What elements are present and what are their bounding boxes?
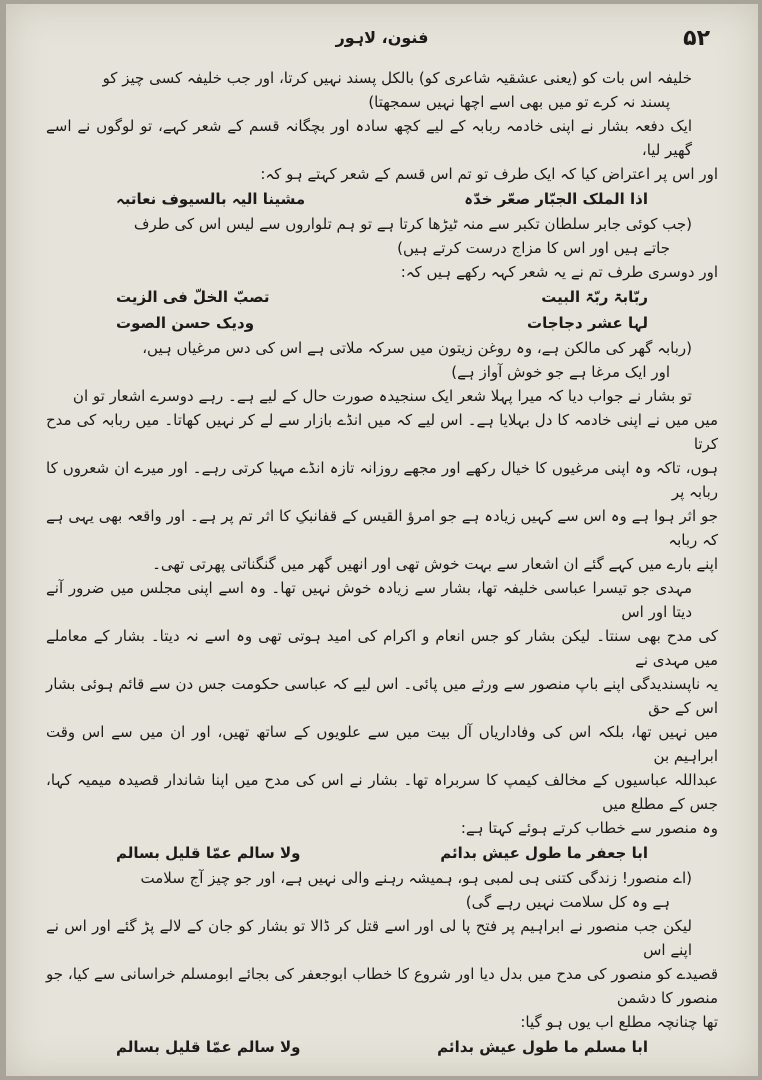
book-page: [6, 4, 758, 1076]
verse-hemistich: ولا سالم عمّا قلیل بسالم: [116, 844, 301, 862]
paragraph-line: میں نہیں تھا، بلکہ اس کی وفاداریاں آل بیت میں سے علویوں کے ساتھ تھیں، اور ان میں سے اس وقت ابراہیم بن: [46, 723, 718, 765]
page-header: [6, 26, 758, 58]
paragraph-line: کی مدح بھی سنتا۔ لیکن بشار کو جس انعام و اکرام کی امید ہوتی تھی وہ اسے نہ دیتا۔ بشار کے معاملے میں مہدی نے: [46, 627, 718, 669]
verse-hemistich: ربّابۃ ربّۃ البیت: [541, 288, 648, 306]
arabic-verse: [46, 840, 718, 866]
translation-line: ہے وہ کل سلامت نہیں رہے گی): [465, 893, 670, 911]
paragraph-line: اپنے بارے میں کہے گئے ان اشعار سے بہت خوش تھی اور انھیں گھر میں گنگناتی پھرتی تھی۔: [152, 555, 718, 573]
paragraph-line: عبداللہ عباسیوں کے مخالف کیمپ کا سربراہ تھا۔ بشار نے اس کی مدح میں اپنا شاندار قصیدہ میمیہ کہا، جس کے مطلع میں: [46, 771, 718, 813]
verse-hemistich: ابا جعفر ما طول عیش بدائم: [440, 844, 648, 862]
verse-hemistich: اذا الملک الجبّار صعّر خدّہ: [464, 190, 648, 208]
paragraph-line: ہوں، تاکہ وہ اپنی مرغیوں کا خیال رکھے اور مجھے روزانہ تازہ انڈے مہیا کرتی رہے۔ اور میرے ان شعروں کا ربابہ پر: [46, 459, 718, 501]
translation-line: جاتے ہیں اور اس کا مزاج درست کرتے ہیں): [397, 239, 670, 257]
translation-line: (ربابہ گھر کی مالکن ہے، وہ روغن زیتون میں سرکہ ملاتی ہے اس کی دس مرغیاں ہیں،: [142, 339, 692, 357]
arabic-verse: [46, 186, 718, 212]
paragraph-line: وہ منصور سے خطاب کرتے ہوئے کہتا ہے:: [460, 819, 718, 837]
paragraph-line: یہ ناپسندیدگی اپنے باپ منصور سے ورثے میں پائی۔ اس لیے کہ عباسی حکومت جس دن سے قائم ہوئی بشار اس کے حق: [46, 675, 718, 717]
verse-hemistich: مشینا الیہ بالسیوف نعاتبہ: [116, 190, 306, 208]
translation-line: (اے منصور! زندگی کتنی ہی لمبی ہو، ہمیشہ رہنے والی نہیں ہے، اور جو چیز آج سلامت: [140, 869, 692, 887]
arabic-verse: [46, 284, 718, 310]
arabic-verse: [46, 1034, 718, 1060]
verse-hemistich: تصبّ الخلّ فی الزیت: [116, 288, 270, 306]
translation-line: (جب کوئی جابر سلطان تکبر سے منہ ٹیڑھا کرتا ہے تو ہم تلواروں سے لیس اس کی طرف: [133, 215, 692, 233]
body-text: [46, 66, 718, 1060]
verse-hemistich: ودیک حسن الصوت: [116, 314, 255, 332]
paragraph-line: مہدی جو تیسرا عباسی خلیفہ تھا، بشار سے زیادہ خوش نہیں تھا۔ وہ اسے اپنی مجلس میں ضرور آنے دیتا اور اس: [46, 579, 692, 621]
paragraph-line: پسند نہ کرے تو میں بھی اسے اچھا نہیں سمجھتا): [368, 93, 670, 111]
paragraph-line: میں میں نے اپنی خادمہ کا دل بہلایا ہے۔ اس لیے کہ میں انڈے بازار سے لے کر نہیں کھاتا۔ میں ربابہ کی مدح کرتا: [46, 411, 718, 453]
paragraph-line: لیکن جب منصور نے ابراہیم پر فتح پا لی اور اسے قتل کر ڈالا تو بشار کو جان کے لالے پڑ گئے اور اس نے اپنے اس: [46, 917, 692, 959]
paragraph-line: اور دوسری طرف تم نے یہ شعر کہہ رکھے ہیں کہ:: [400, 263, 718, 281]
verse-hemistich: ولا سالم عمّا قلیل بسالم: [116, 1038, 301, 1056]
paragraph-line: ایک دفعہ بشار نے اپنی خادمہ ربابہ کے لیے کچھ سادہ اور بچگانہ قسم کے شعر کہے، تو لوگوں نے اسے گھیر لیا،: [46, 117, 692, 159]
paragraph-line: تھا چنانچہ مطلع اب یوں ہو گیا:: [520, 1013, 718, 1031]
paragraph-line: اور اس پر اعتراض کیا کہ ایک طرف تو تم اس قسم کے شعر کہتے ہو کہ:: [260, 165, 718, 183]
paragraph-line: خلیفہ اس بات کو (یعنی عشقیہ شاعری کو) بالکل پسند نہیں کرتا، اور جب خلیفہ کسی چیز کو: [102, 69, 692, 87]
arabic-verse: [46, 310, 718, 336]
verse-hemistich: لہا عشر دجاجات: [527, 314, 648, 332]
paragraph-line: قصیدے کو منصور کی مدح میں بدل دیا اور شروع کا خطاب ابوجعفر کی بجائے ابومسلم خراسانی سے کیا، جو منصور کا دشمن: [46, 965, 718, 1007]
verse-hemistich: ابا مسلم ما طول عیش بدائم: [437, 1038, 648, 1056]
running-head: فنون، لاہور: [335, 28, 429, 47]
translation-line: اور ایک مرغا ہے جو خوش آواز ہے): [451, 363, 670, 381]
paragraph-line: تو بشار نے جواب دیا کہ میرا پہلا شعر ایک سنجیدہ صورت حال کے لیے ہے۔ رہے دوسرے اشعار تو ان: [72, 387, 692, 405]
page-number: ۵۲: [683, 26, 710, 51]
paragraph-line: جو اثر ہوا ہے وہ اس سے کہیں زیادہ ہے جو امرؤ القیس کے قفانبکِ کا اثر تم پر ہے۔ اور واقعہ بھی یہی ہے کہ ربابہ: [46, 507, 718, 549]
